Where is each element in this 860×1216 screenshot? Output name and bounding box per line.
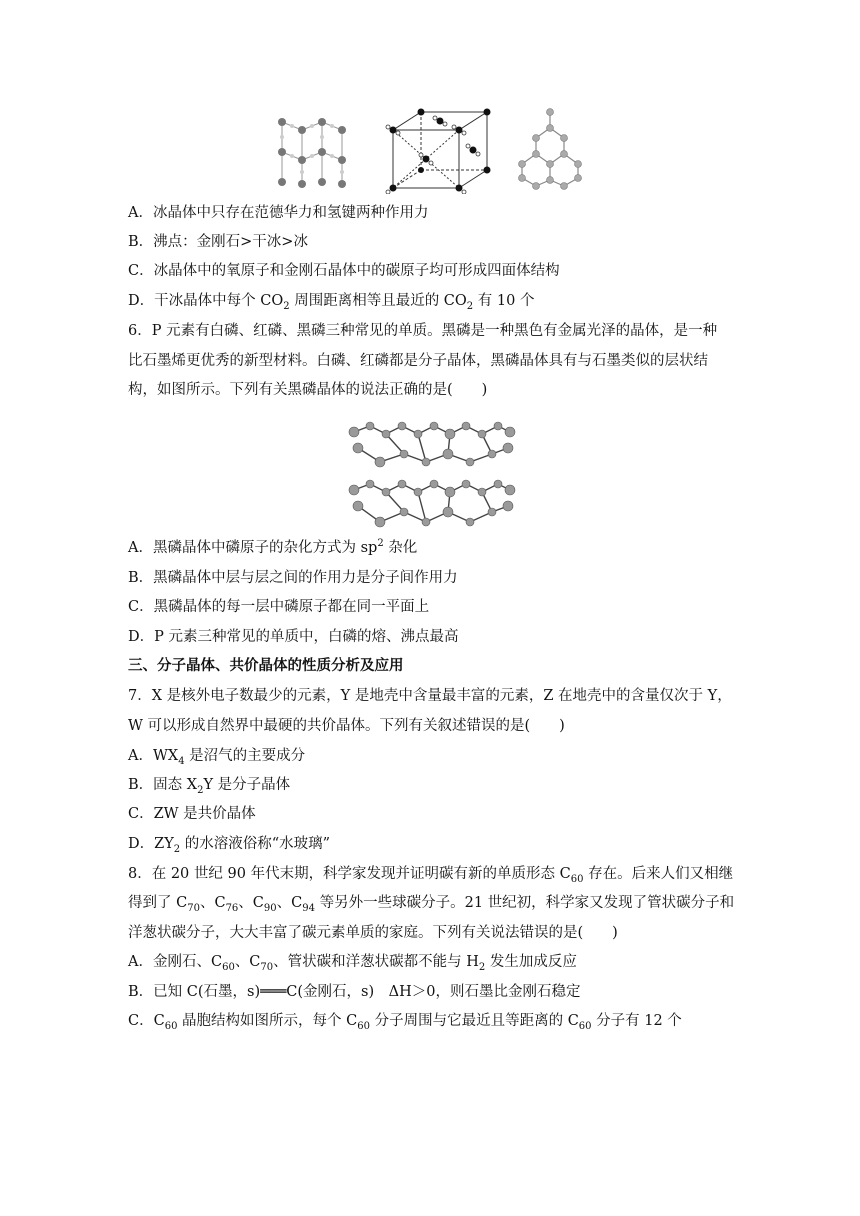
q7-option-a: A．$WX_4$ 是沼气的主要成分 bbox=[128, 748, 306, 767]
q6-stem-line2: 比石墨烯更优秀的新型材料。白磷、红磷都是分子晶体，黑磷晶体具有与石墨类似的层状结 bbox=[128, 353, 708, 369]
black-phosphorus-layers-figure bbox=[340, 418, 520, 534]
q6-stem-line1: 6．P 元素有白磷、红磷、黑磷三种常见的单质。黑磷是一种黑色有金属光泽的晶体，是一种 bbox=[128, 323, 718, 339]
q8-option-c: C．$C_{60}$ 晶胞结构如图所示，每个 $C_{60}$ 分子周围与它最近且等距离的 $C_{60}$ 分子有 12 个 bbox=[128, 1013, 682, 1032]
q7-option-c: C．ZW 是共价晶体 bbox=[128, 806, 256, 822]
diamond-structure-figure bbox=[512, 108, 588, 192]
q5-option-a: A．冰晶体中只存在范德华力和氢键两种作用力 bbox=[128, 205, 429, 221]
q7-stem-line2: W 可以形成自然界中最硬的共价晶体。下列有关叙述错误的是( ) bbox=[128, 718, 565, 734]
q5-option-b: B．沸点：金刚石>干冰>冰 bbox=[128, 234, 308, 250]
q8-option-a: A．金刚石、$C_{60}$、$C_{70}$、管状碳和洋葱状碳都不能与 $H_2$ 发生加成反应 bbox=[128, 954, 577, 973]
q7-option-b: B．固态 $X_2Y$ 是分子晶体 bbox=[128, 777, 291, 796]
q6-option-a: A．黑磷晶体中磷原子的杂化方式为 $sp^2$ 杂化 bbox=[128, 538, 418, 556]
dry-ice-unit-cell-figure bbox=[385, 108, 495, 194]
q7-stem-line1: 7．X 是核外电子数最少的元素，Y 是地壳中含量最丰富的元素，Z 在地壳中的含量仅次于 Y， bbox=[128, 688, 732, 704]
q8-option-b: B．已知 C(石墨，s)═══C(金刚石，s) ΔH＞0，则石墨比金刚石稳定 bbox=[128, 984, 581, 1000]
q5-option-d: D．干冰晶体中每个 $CO_2$ 周围距离相等且最近的 $CO_2$ 有 10 个 bbox=[128, 293, 535, 312]
q5-option-c: C．冰晶体中的氧原子和金刚石晶体中的碳原子均可形成四面体结构 bbox=[128, 263, 560, 279]
q6-stem-line3: 构，如图所示。下列有关黑磷晶体的说法正确的是( ) bbox=[128, 382, 488, 398]
q6-option-c: C．黑磷晶体的每一层中磷原子都在同一平面上 bbox=[128, 599, 430, 615]
q6-option-d: D．P 元素三种常见的单质中，白磷的熔、沸点最高 bbox=[128, 629, 459, 645]
ice-crystal-figure bbox=[272, 112, 354, 190]
q6-option-b: B．黑磷晶体中层与层之间的作用力是分子间作用力 bbox=[128, 570, 458, 586]
section-heading: 三、分子晶体、共价晶体的性质分析及应用 bbox=[128, 658, 404, 674]
q7-option-d: D．$ZY_2$ 的水溶液俗称“水玻璃” bbox=[128, 836, 331, 855]
q8-stem-line1: 8．在 20 世纪 90 年代末期，科学家发现并证明碳有新的单质形态 $C_{60}$ 存在。后来人们又相继 bbox=[128, 866, 734, 885]
q8-stem-line2: 得到了 $C_{70}$、$C_{76}$、$C_{90}$、$C_{94}$ 等另外一些球碳分子。21 世纪初，科学家又发现了管状碳分子和 bbox=[128, 895, 735, 914]
q8-stem-line3: 洋葱状碳分子，大大丰富了碳元素单质的家庭。下列有关说法错误的是( ) bbox=[128, 925, 618, 941]
